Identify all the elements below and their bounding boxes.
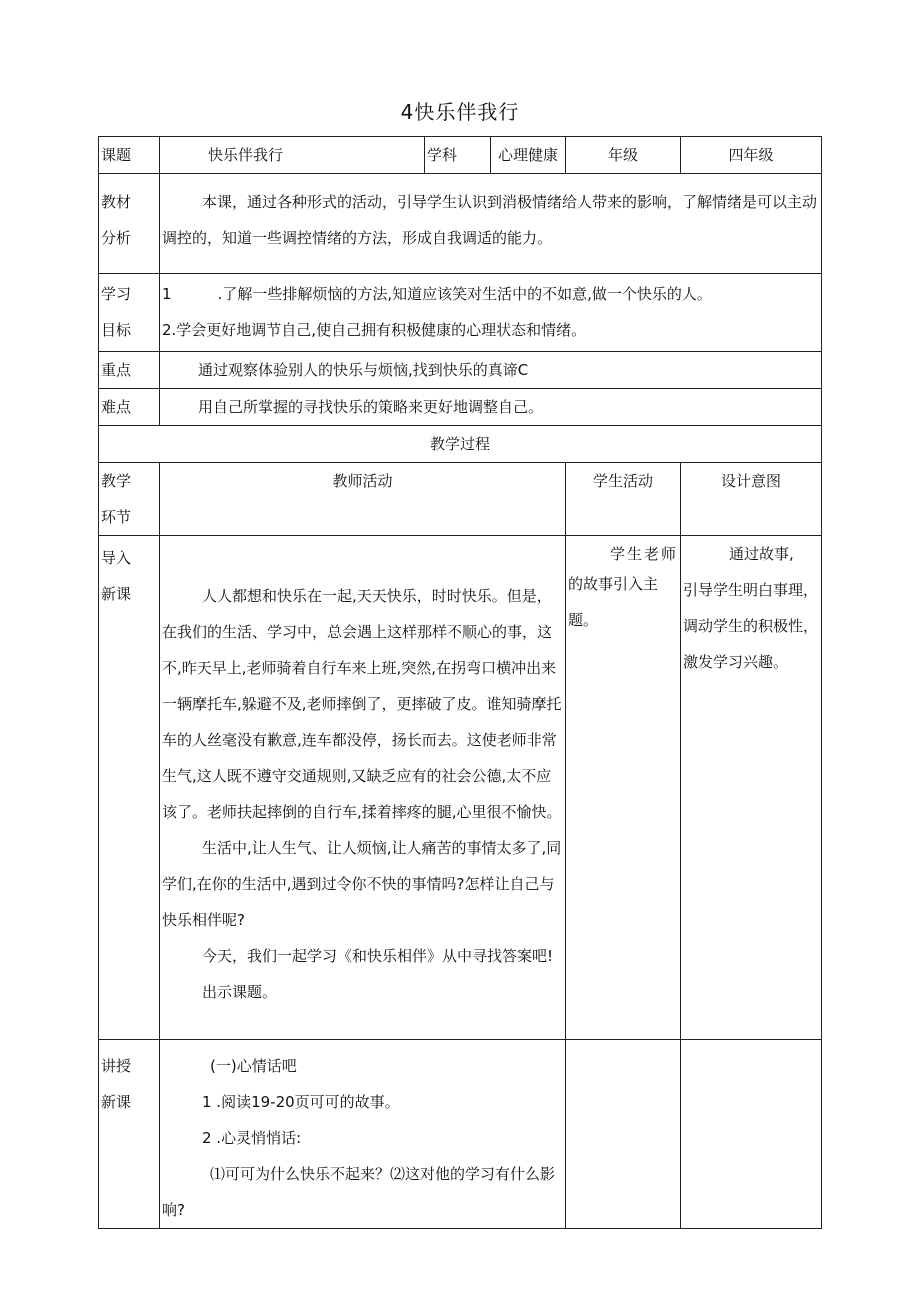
- course-info-row: [99, 137, 822, 174]
- intro-design-line-1: 通过故事,: [729, 545, 794, 563]
- analysis-label-line1: 教材: [101, 193, 132, 211]
- course-value: 快乐伴我行: [160, 137, 425, 174]
- goals-row: [99, 274, 822, 352]
- lecture-item-2: 2 .心灵悄悄话:: [202, 1129, 302, 1147]
- analysis-label-line2: 分析: [101, 229, 132, 247]
- lecture-design-cell: [681, 1040, 822, 1229]
- difficulty-row: [99, 389, 822, 426]
- grade-value: 四年级: [681, 137, 822, 174]
- difficulty-text: 用自己所掌握的寻找快乐的策略来更好地调整自己。: [160, 389, 822, 426]
- lecture-stage-line2: 新课: [101, 1093, 132, 1111]
- key-point-row: [99, 352, 822, 389]
- document-title: 4快乐伴我行: [400, 100, 520, 124]
- intro-teacher-paragraph-2: 生活中,让人生气、让人烦恼,让人痛苦的事情太多了,同学们,在你的生活中,遇到过令你不快的事情吗?怎样让自己与快乐相伴呢?: [162, 839, 562, 929]
- lecture-item-1: 1 .阅读19-20页可可的故事。: [202, 1093, 400, 1111]
- lesson-plan-table: [98, 136, 822, 1229]
- goal-item-1: [162, 276, 819, 312]
- intro-student-line-1: 学生老师: [610, 545, 679, 563]
- analysis-label: [99, 174, 160, 274]
- analysis-text: 本课，通过各种形式的活动，引导学生认识到消极情绪给人带来的影响，了解情绪是可以主动调控的，知道一些调控情绪的方法，形成自我调适的能力。: [162, 193, 818, 247]
- lecture-stage-line1: 讲授: [101, 1057, 132, 1075]
- analysis-row: [99, 174, 822, 274]
- lecture-item-3: ⑴可可为什么快乐不起来？⑵这对他的学习有什么影响?: [162, 1165, 556, 1219]
- goals-label-line2: 目标: [101, 321, 132, 339]
- teacher-activity-header: 教师活动: [160, 463, 566, 536]
- design-intent-header: 设计意图: [681, 463, 822, 536]
- key-point-label: 重点: [99, 352, 160, 389]
- key-point-text: 通过观察体验别人的快乐与烦恼,找到快乐的真谛C: [160, 352, 822, 389]
- process-title: 教学过程: [99, 426, 822, 463]
- intro-teacher-paragraph-3: 今天，我们一起学习《和快乐相伴》从中寻找答案吧!: [202, 947, 554, 965]
- lecture-row: [99, 1040, 822, 1229]
- goals-label-line1: 学习: [101, 285, 132, 303]
- intro-stage: [99, 536, 160, 1040]
- stage-header: [99, 463, 160, 536]
- difficulty-label: 难点: [99, 389, 160, 426]
- intro-stage-line1: 导入: [101, 549, 132, 567]
- process-title-row: [99, 426, 822, 463]
- intro-stage-line2: 新课: [101, 585, 132, 603]
- intro-teacher-paragraph-4: 出示课题。: [202, 983, 278, 1001]
- intro-student-line-2: 的故事引入主题。: [568, 575, 659, 629]
- intro-teacher-paragraph-1: 人人都想和快乐在一起,天天快乐，时时快乐。但是，在我们的生活、学习中，总会遇上这样那样不顺心的事，这不,昨天早上,老师骑着自行车来上班,突然,在拐弯口横冲出来一辆摩托车,躲避不及,老师摔倒了，更摔破了皮。谁知骑摩托车的人丝毫没有歉意,连车都没停，扬长而去。这使老师非常生气,这人既不遵守交通规则,又缺乏应有的社会公德,太不应该了。老师扶起摔倒的自行车,揉着摔疼的腿,心里很不愉快。: [162, 587, 562, 821]
- lecture-heading: (一)心情话吧: [210, 1057, 297, 1075]
- intro-design-paragraph: 引导学生明白事理，调动学生的积极性，激发学习兴趣。: [683, 581, 819, 671]
- intro-row: [99, 536, 822, 1040]
- subject-label: 学科: [425, 137, 491, 174]
- process-header-row: [99, 463, 822, 536]
- student-activity-header: 学生活动: [566, 463, 681, 536]
- grade-label: 年级: [566, 137, 681, 174]
- subject-value: 心理健康: [491, 137, 566, 174]
- goal-item-1-number: 1: [162, 285, 172, 303]
- stage-header-line2: 环节: [101, 508, 132, 526]
- goals-label: [99, 274, 160, 352]
- stage-header-line1: 教学: [101, 472, 132, 490]
- goal-item-1-text: .了解一些排解烦恼的方法,知道应该笑对生活中的不如意,做一个快乐的人。: [217, 285, 712, 303]
- lecture-stage: [99, 1040, 160, 1229]
- lecture-student-cell: [566, 1040, 681, 1229]
- goal-item-2: 2.学会更好地调节自己,使自己拥有积极健康的心理状态和情绪。: [162, 321, 587, 339]
- course-label: 课题: [99, 137, 160, 174]
